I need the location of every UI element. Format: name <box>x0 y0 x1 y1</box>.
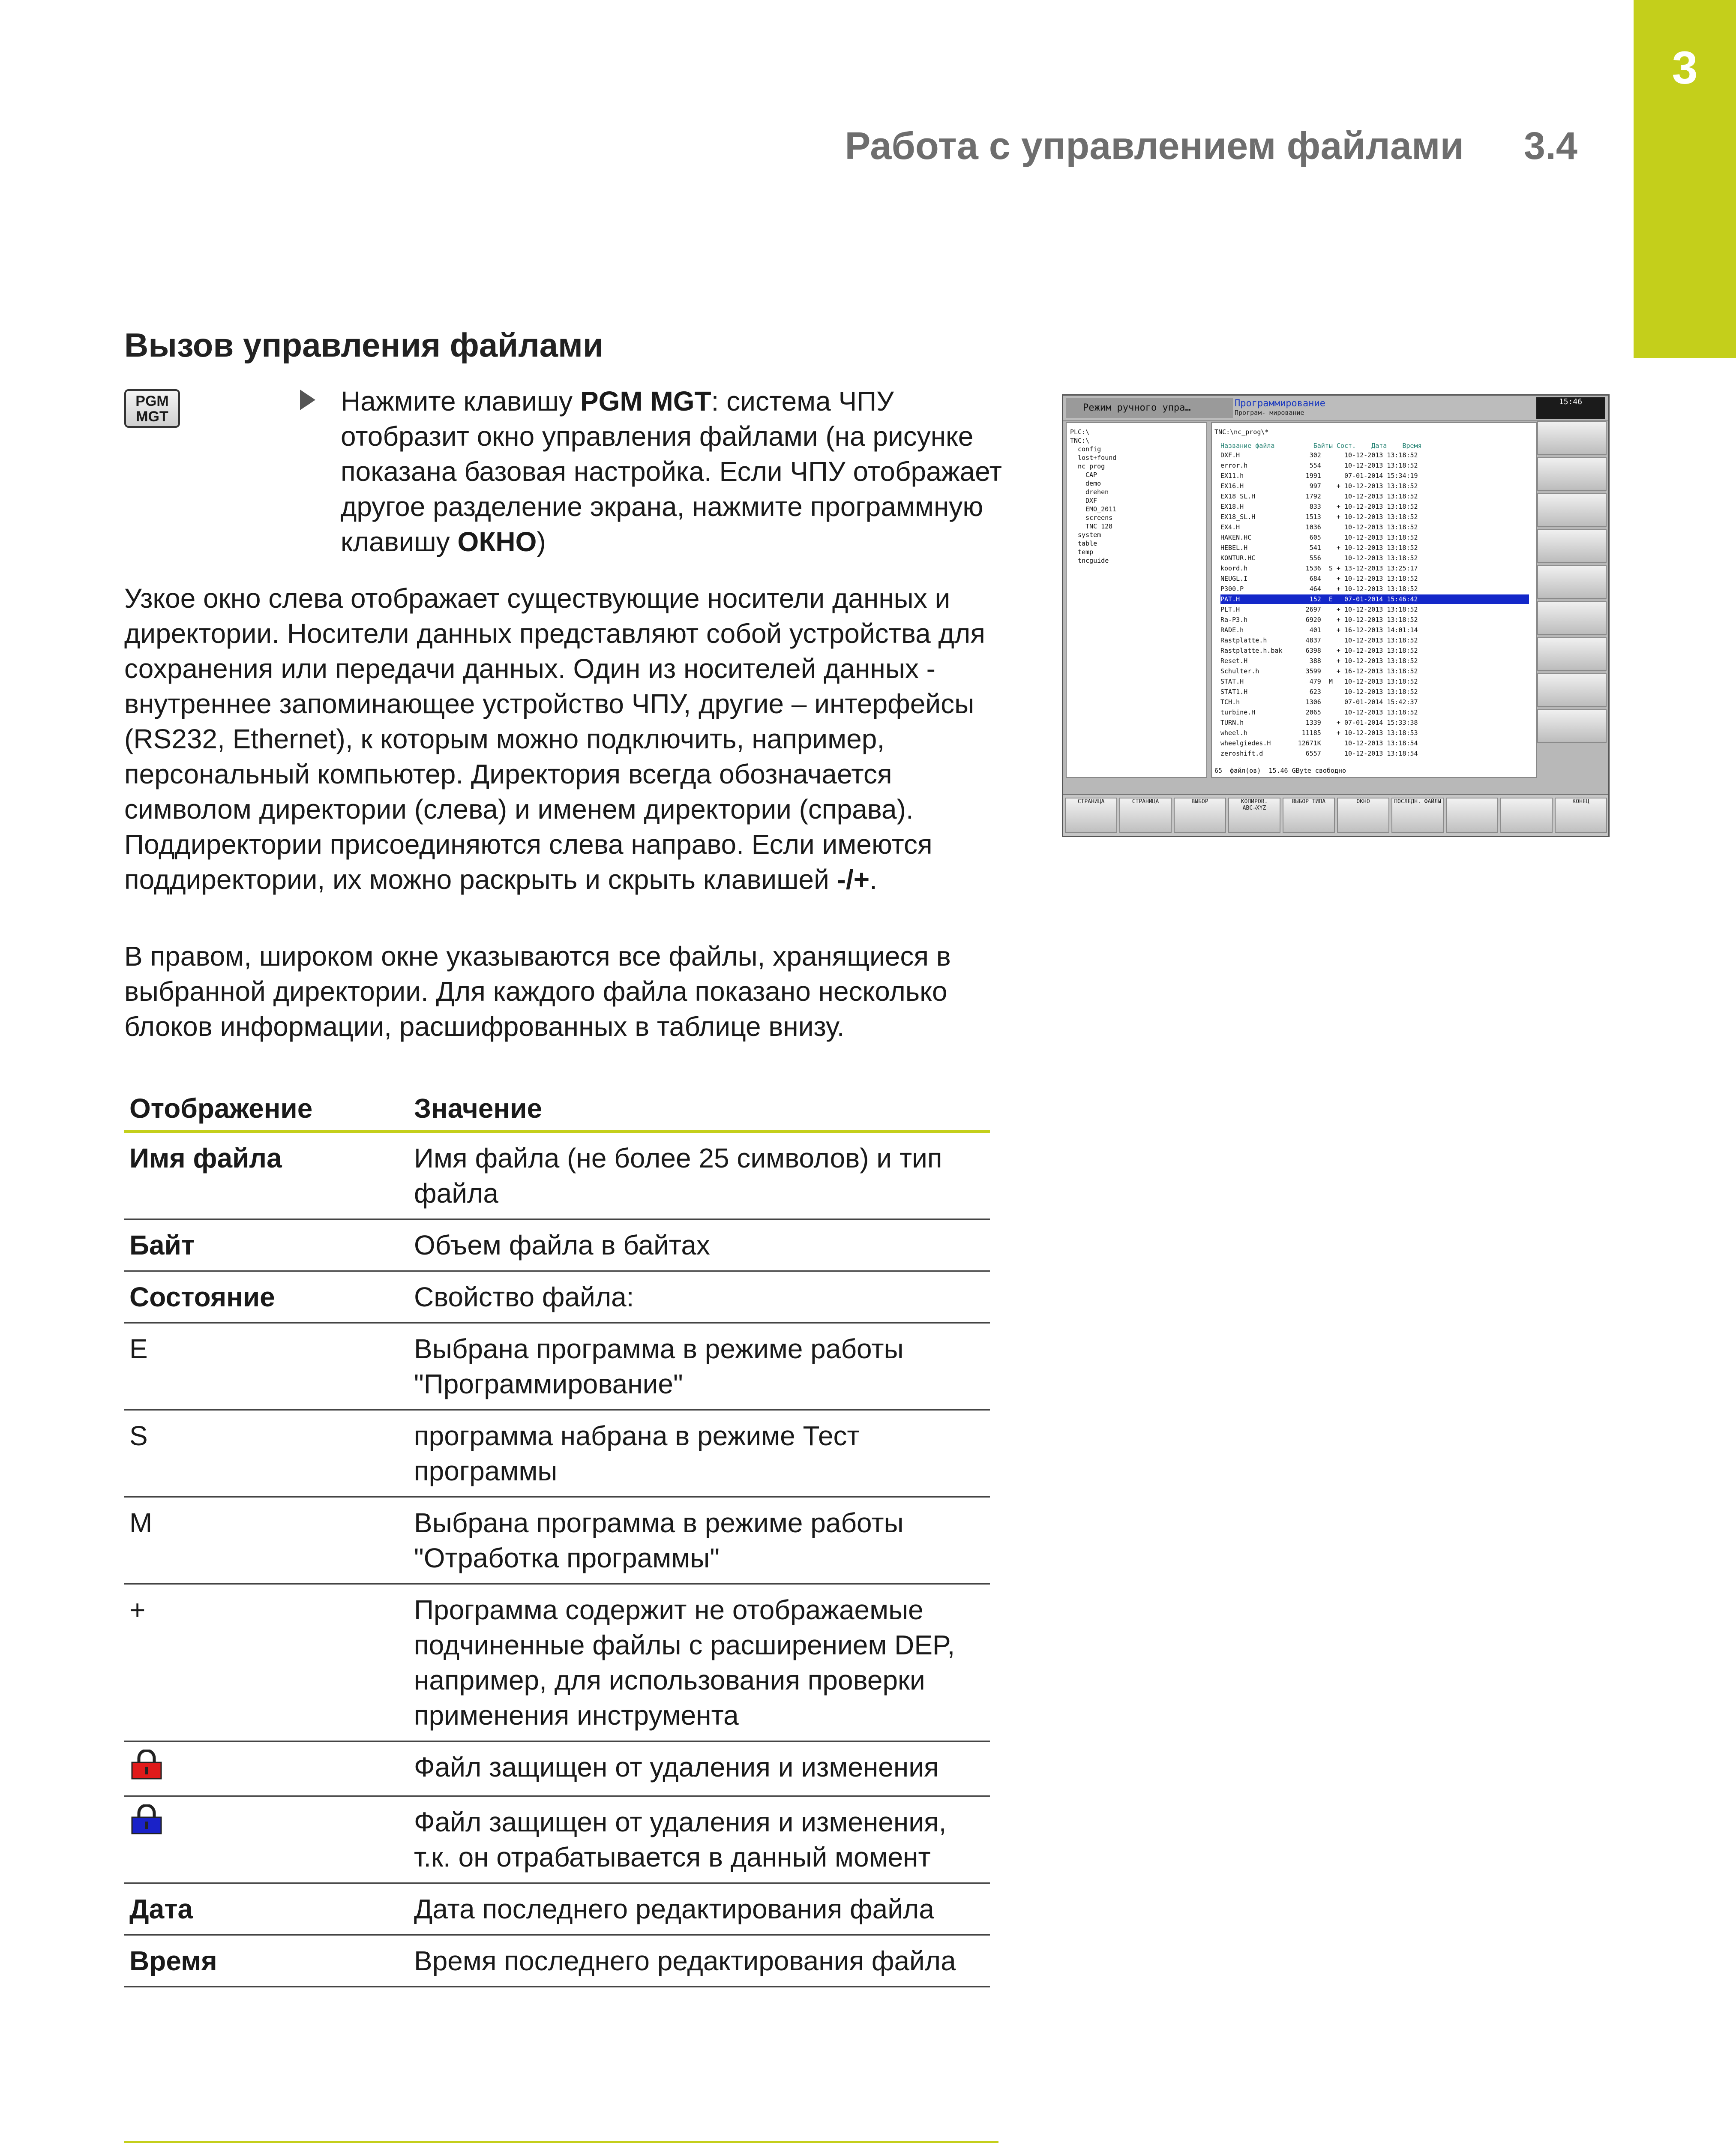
running-header-title: Работа с управлением файлами <box>845 125 1464 168</box>
side-softkey[interactable] <box>1537 637 1607 671</box>
file-row[interactable]: PAT.H 152 E 07-01-2014 15:46:42 <box>1220 594 1529 604</box>
file-row[interactable]: EX16.H 997 + 10-12-2013 13:18:52 <box>1220 482 1418 490</box>
softkey[interactable] <box>1500 798 1553 833</box>
table-cell-value: Имя файла (не более 25 символов) и тип файла <box>409 1132 990 1219</box>
free-space-status: 65 файл(ов) 15.46 GByte свободно <box>1214 767 1346 774</box>
tree-item[interactable]: temp <box>1078 548 1094 556</box>
file-row[interactable]: zeroshift.d 6557 10-12-2013 13:18:54 <box>1220 750 1418 757</box>
section-title: Вызов управления файлами <box>124 326 603 364</box>
file-row[interactable]: TCH.h 1306 07-01-2014 15:42:37 <box>1220 698 1418 706</box>
step-text <box>341 384 1007 559</box>
side-softkey[interactable] <box>1537 709 1607 743</box>
tree-item[interactable]: screens <box>1085 514 1113 522</box>
softkey[interactable]: ОКНО <box>1337 798 1389 833</box>
side-softkey[interactable] <box>1537 529 1607 563</box>
tree-item[interactable]: PLC:\ <box>1070 428 1090 436</box>
file-row[interactable]: RADE.h 401 + 16-12-2013 14:01:14 <box>1220 626 1418 634</box>
blue-lock-icon <box>129 1804 164 1834</box>
header-display: Отображение <box>124 1087 409 1132</box>
step-text-3: ) <box>537 526 546 557</box>
table-cell-label: Дата <box>124 1883 409 1935</box>
file-row[interactable]: Rastplatte.h.bak 6398 + 10-12-2013 13:18:52 <box>1220 647 1418 654</box>
tree-item[interactable]: demo <box>1085 480 1101 487</box>
mode-programming-sub: Програм- мирование <box>1235 409 1304 417</box>
file-row[interactable]: STAT.H 479 M 10-12-2013 13:18:52 <box>1220 678 1418 685</box>
side-softkey[interactable] <box>1537 457 1607 491</box>
table-cell-icon <box>124 1796 409 1883</box>
tree-item[interactable]: TNC 128 <box>1085 522 1113 530</box>
table-row <box>124 1219 990 1271</box>
instruction-step <box>300 384 1007 559</box>
step-arrow-icon <box>300 390 315 410</box>
file-row[interactable]: HEBEL.H 541 + 10-12-2013 13:18:52 <box>1220 544 1418 552</box>
step-text-1: Нажмите клавишу <box>341 386 580 417</box>
tree-item[interactable]: EMO_2011 <box>1085 505 1117 513</box>
step-key-pgm-mgt: PGM MGT <box>580 386 711 417</box>
file-row[interactable]: Schulter.h 3599 + 16-12-2013 13:18:52 <box>1220 667 1418 675</box>
mode-manual: Режим ручного упра… <box>1066 398 1233 418</box>
table-cell-label: + <box>124 1584 409 1741</box>
file-row[interactable]: DXF.H 302 10-12-2013 13:18:52 <box>1220 451 1418 459</box>
tree-item[interactable]: nc_prog <box>1078 462 1105 470</box>
tree-item[interactable]: system <box>1078 531 1101 539</box>
file-row[interactable]: EX18_SL.H 1792 10-12-2013 13:18:52 <box>1220 492 1418 500</box>
table-row <box>124 1410 990 1497</box>
step-text-2: : система ЧПУ отобразит окно управления файлами (на рисунке показана базовая настройка. Если ЧПУ отображает другое разделение экрана, нажмите программную клавишу <box>341 386 1002 557</box>
paragraph-files: В правом, широком окне указываются все файлы, хранящиеся в выбранной директории. Для каждого файла показано несколько блоков информации, расшифрованных в таблице внизу. <box>124 941 951 1042</box>
step-key-window: ОКНО <box>457 526 537 557</box>
key-label-line1: PGM <box>135 393 169 409</box>
file-row[interactable]: Ra-P3.h 6920 + 10-12-2013 13:18:52 <box>1220 616 1418 624</box>
key-label-line2: MGT <box>136 408 168 425</box>
header-meaning: Значение <box>409 1087 990 1132</box>
tree-item[interactable]: CAP <box>1085 471 1097 479</box>
running-header <box>845 124 1577 168</box>
table-row <box>124 1883 990 1935</box>
softkey[interactable]: ВЫБОР <box>1174 798 1226 833</box>
file-row[interactable]: turbine.H 2065 10-12-2013 13:18:52 <box>1220 708 1418 716</box>
side-softkey[interactable] <box>1537 673 1607 707</box>
file-row[interactable]: STAT1.H 623 10-12-2013 13:18:52 <box>1220 688 1418 696</box>
tnc-screenshot <box>1062 394 1610 837</box>
table-row <box>124 1132 990 1219</box>
table-cell-value: программа набрана в режиме Тест программы <box>409 1410 990 1497</box>
chapter-tab <box>1634 0 1736 358</box>
para1-text-2: . <box>869 864 877 895</box>
drive-tree-panel <box>1066 422 1207 778</box>
table-row <box>124 1796 990 1883</box>
mode-programming-label: Программирование <box>1235 398 1325 409</box>
file-info-table <box>124 1087 990 1987</box>
side-softkey[interactable] <box>1537 493 1607 527</box>
tree-item[interactable]: config <box>1078 445 1101 453</box>
table-cell-label: M <box>124 1497 409 1584</box>
chapter-number: 3 <box>1672 42 1698 93</box>
table-row <box>124 1935 990 1987</box>
file-row[interactable]: Reset.H 388 + 10-12-2013 13:18:52 <box>1220 657 1418 665</box>
softkey-bar <box>1063 794 1608 836</box>
file-row[interactable]: KONTUR.HC 556 10-12-2013 13:18:52 <box>1220 554 1418 562</box>
note-box <box>124 2141 998 2143</box>
table-cell-value: Дата последнего редактирования файла <box>409 1883 990 1935</box>
file-row[interactable]: TURN.h 1339 + 07-01-2014 15:33:38 <box>1220 719 1418 726</box>
table-cell-value: Выбрана программа в режиме работы "Программирование" <box>409 1323 990 1410</box>
table-cell-value: Время последнего редактирования файла <box>409 1935 990 1987</box>
softkey[interactable]: ВЫБОР ТИПА <box>1283 798 1335 833</box>
file-list-header: Название файла Байты Сост. Дата Время <box>1220 442 1422 450</box>
file-row[interactable]: HAKEN.HC 605 10-12-2013 13:18:52 <box>1220 534 1418 541</box>
file-row[interactable]: P300.P 464 + 10-12-2013 13:18:52 <box>1220 585 1418 593</box>
side-softkey[interactable] <box>1537 421 1607 455</box>
file-row[interactable]: EX18.H 833 + 10-12-2013 13:18:52 <box>1220 503 1418 510</box>
softkey[interactable]: СТРАНИЦА <box>1065 798 1117 833</box>
table-cell-value: Выбрана программа в режиме работы "Отработка программы" <box>409 1497 990 1584</box>
file-row[interactable]: error.h 554 10-12-2013 13:18:52 <box>1220 462 1418 469</box>
table-row <box>124 1497 990 1584</box>
table-row <box>124 1741 990 1796</box>
file-list-panel <box>1211 422 1537 778</box>
table-cell-label: Имя файла <box>124 1132 409 1219</box>
file-row[interactable]: EX4.H 1036 10-12-2013 13:18:52 <box>1220 523 1418 531</box>
paragraph-drives <box>124 581 990 897</box>
table-row <box>124 1584 990 1741</box>
table-cell-value: Файл защищен от удаления и изменения <box>409 1741 990 1796</box>
file-row[interactable]: EX11.h 1991 07-01-2014 15:34:19 <box>1220 472 1418 480</box>
table-cell-label: Байт <box>124 1219 409 1271</box>
tree-item[interactable]: table <box>1078 540 1097 547</box>
tree-item[interactable]: TNC:\ <box>1070 437 1090 444</box>
pgm-mgt-key-icon <box>124 389 180 428</box>
red-lock-icon <box>129 1750 164 1780</box>
table-cell-value: Свойство файла: <box>409 1271 990 1323</box>
table-header-row <box>124 1087 990 1132</box>
tree-item[interactable]: tncguide <box>1078 557 1109 564</box>
table-cell-value: Файл защищен от удаления и изменения, т.к. он отрабатывается в данный момент <box>409 1796 990 1883</box>
para1-text-1: Узкое окно слева отображает существующие носители данных и директории. Носители данных представляют собой устройства для сохранения или передачи данных. Один из носителей данных - внутреннее запоминающее устройство ЧПУ, другие – интерфейсы (RS232, Ethernet), к которым можно подключить, например, персональный компьютер. Директория всегда обозначается символом директории (слева) и именем директории (справа). Поддиректории присоединяются слева направо. Если имеются поддиректории, их можно раскрыть и скрыть клавишей <box>124 583 985 895</box>
file-row[interactable]: wheelgiedes.H 12671K 10-12-2013 13:18:54 <box>1220 739 1418 747</box>
table-row <box>124 1271 990 1323</box>
softkey[interactable]: СТРАНИЦА <box>1119 798 1172 833</box>
file-row[interactable]: wheel.h 11185 + 10-12-2013 13:18:53 <box>1220 729 1418 737</box>
vertical-softkeys <box>1535 421 1608 777</box>
mode-programming <box>1235 398 1492 418</box>
table-cell-label: S <box>124 1410 409 1497</box>
table-cell-value: Объем файла в байтах <box>409 1219 990 1271</box>
file-row[interactable]: NEUGL.I 684 + 10-12-2013 13:18:52 <box>1220 575 1418 582</box>
table-cell-value: Программа содержит не отображаемые подчиненные файлы с расширением DEP, например, для использования проверки применения инструмента <box>409 1584 990 1741</box>
side-softkey[interactable] <box>1537 565 1607 599</box>
file-row[interactable]: Rastplatte.h 4837 10-12-2013 13:18:52 <box>1220 636 1418 644</box>
running-header-section: 3.4 <box>1523 125 1577 168</box>
softkey[interactable]: КОНЕЦ <box>1555 798 1607 833</box>
table-cell-icon <box>124 1741 409 1796</box>
tree-item[interactable]: lost+found <box>1078 454 1117 462</box>
table-cell-label: Время <box>124 1935 409 1987</box>
file-row[interactable]: PLT.H 2697 + 10-12-2013 13:18:52 <box>1220 606 1418 613</box>
file-row[interactable]: koord.h 1536 S + 13-12-2013 13:25:17 <box>1220 564 1418 572</box>
softkey[interactable]: ПОСЛЕДН. ФАЙЛЫ <box>1391 798 1444 833</box>
current-path: TNC:\nc_prog\* <box>1214 428 1269 436</box>
file-row[interactable]: EX18_SL.H 1513 + 10-12-2013 13:18:52 <box>1220 513 1418 521</box>
softkey[interactable] <box>1446 798 1498 833</box>
table-row <box>124 1323 990 1410</box>
tree-item[interactable]: DXF <box>1085 497 1097 504</box>
clock: 15:46 <box>1536 397 1605 419</box>
table-cell-label: Состояние <box>124 1271 409 1323</box>
para1-key: -/+ <box>837 864 870 895</box>
softkey[interactable]: КОПИРОВ. ABC→XYZ <box>1228 798 1280 833</box>
side-softkey[interactable] <box>1537 601 1607 635</box>
table-cell-label: E <box>124 1323 409 1410</box>
screenshot-topbar <box>1063 396 1608 421</box>
tree-item[interactable]: drehen <box>1085 488 1109 496</box>
